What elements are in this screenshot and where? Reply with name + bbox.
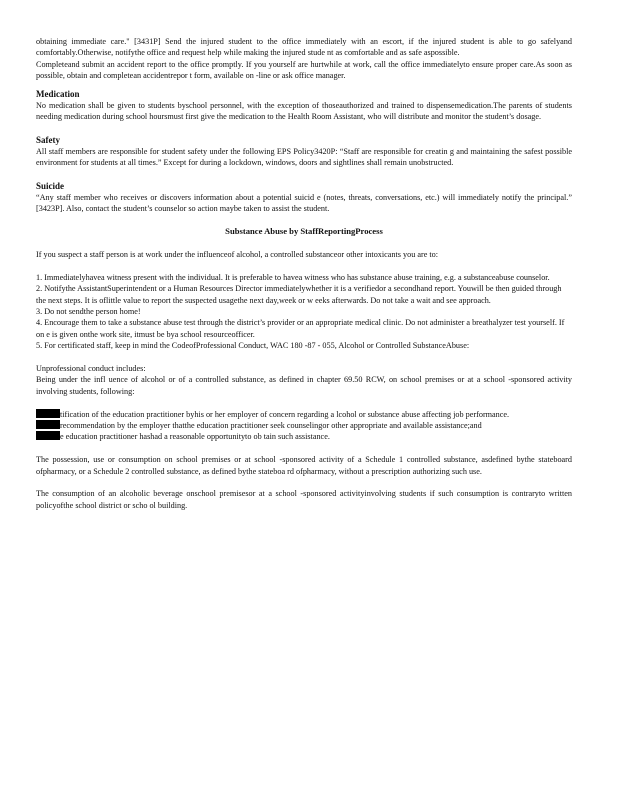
intro-paragraph-1: obtaining immediate care." [3431P] Send the injured student to the office immediately with an escort, if the injured student is able to go safelyand comfortably.Otherwise, notifythe office and request help while making the injured stude nt as comfortable and as safe aspossible.: [36, 37, 572, 58]
redaction-block: [36, 409, 60, 418]
redacted-item: [36, 409, 572, 420]
medication-body: No medication shall be given to students byschool personnel, with the exception of thoseauthorized and trained to dispensemedication.The parents of students needing medication during school hoursmust first give the medication to the Health Room Assistant, who will distribute and monitor the student’s dosage.: [36, 100, 572, 122]
possession-paragraph: The possession, use or consumption on school premises or at school -sponsored activity of a Schedule 1 controlled substance, asdefined bythe stateboard ofpharmacy, or a Schedule 2 controlled substance, as defined bythe stateboa rd ofpharmacy, without a prescription authorizing such use.: [36, 455, 572, 476]
reporting-step: 1. Immediatelyhavea witness present with the individual. It is preferable to havea witness who has substance abuse training, e.g. a substanceabuse counselor.: [36, 272, 550, 282]
substance-abuse-title: Substance Abuse by StaffReportingProcess: [225, 226, 383, 237]
intro-paragraph-2: Completeand submit an accident report to the office promptly. If you yourself are hurtwhile at work, call the office immediatelyto ensure proper care.As soon as possible, obtain and completean accidentrepor t form, available on -line or ask office manager.: [36, 59, 572, 81]
redacted-item-text: tification of the education practitioner byhis or her employer of concern regarding a lcohol or substance abuse affecting job performance.: [60, 409, 510, 419]
redaction-block: [36, 420, 60, 429]
unprofessional-conduct-body: Being under the infl uence of alcohol or of a controlled substance, as defined in chapter 69.50 RCW, on school premises or at a school -sponsored activity involving students, following:: [36, 375, 572, 396]
suicide-body: “Any staff member who receives or discovers information about a potential suicid e (notes, threats, conversations, etc.) will immediately notify the principal.” [3423P]. Also, contact the student’s counselor so action maybe taken to assist the student.: [36, 193, 572, 214]
suicide-heading: Suicide: [36, 181, 65, 192]
redacted-item-text: recommendation by the employer thatthe education practitioner seek counselingor other appropriate and available assistance;and: [60, 421, 482, 431]
medication-heading: Medication: [36, 88, 80, 99]
redacted-item: [36, 431, 572, 442]
redaction-block: [36, 431, 60, 440]
alcoholic-beverage-paragraph: The consumption of an alcoholic beverage onschool premisesor at a school -sponsored activityinvolving students if such consumption is contraryto written policyofthe school district or scho ol building.: [36, 489, 572, 510]
safety-heading: Safety: [36, 134, 60, 145]
substance-intro: If you suspect a staff person is at work under the influenceof alcohol, a controlled substanceor other intoxicants you are to:: [36, 250, 439, 260]
reporting-step: 3. Do not sendthe person home!: [36, 307, 141, 317]
redacted-item-text: e education practitioner hashad a reasonable opportunityto ob tain such assistance.: [60, 432, 330, 442]
document-page: [36, 36, 572, 511]
reporting-steps-list: [36, 272, 572, 352]
reporting-step: 5. For certificated staff, keep in mind the CodeofProfessional Conduct, WAC 180 -87 - 055, Alcohol or Controlled SubstanceAbuse:: [36, 341, 470, 351]
unprofessional-conduct-label: Unprofessional conduct includes:: [36, 364, 146, 374]
redacted-item: [36, 420, 572, 431]
reporting-step: 4. Encourage them to take a substance abuse test through the district’s provider or an appropriate medical clinic. Do not administer a breathalyzer test yourself. If on e is given onthe work site, itmust be bya school resourceofficer.: [36, 318, 565, 339]
reporting-step: 2. Notifythe AssistantSuperintendent or a Human Resources Director immediatelywhether it is a verifiedor a secondhand report. Youwill be then guided through the next steps. It is oflittle value to report the suspected usagethe next day,week or w eeks afterwards. Do not take a wait and see approach.: [36, 284, 562, 305]
safety-body: All staff members are responsible for student safety under the following EPS Policy3420P: “Staff are responsible for creatin g and maintaining the safest possible environment for students at all times.” Except for during a lockdown, windows, doors and sightlines shall remain unobstructed.: [36, 146, 572, 168]
